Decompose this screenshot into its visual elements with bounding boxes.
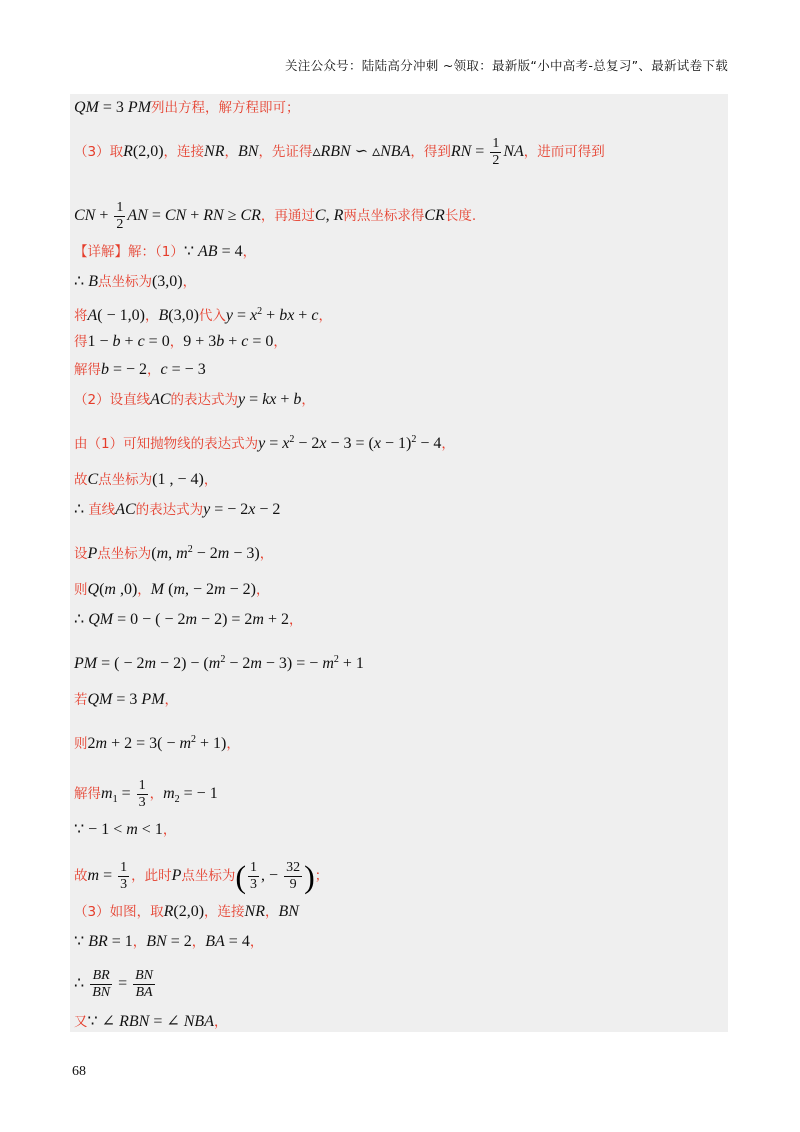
solution-line: 故m = $\frac{1}{3}$ ，此时P点坐标为( $\frac{1}{3}$ , − $\frac{32}{9}$ )； <box>74 858 329 895</box>
solution-line: 【详解】解：（1）∵ AB = 4， <box>74 243 257 260</box>
solution-line: CN + $\frac{1}{2}$ AN = CN + RN ≥ CR，再通过C, R两点坐标求得CR长度. <box>74 200 477 232</box>
solution-line: 将A( − 1,0)，B(3,0)代入$y = x^2$ + bx + c， <box>74 306 332 324</box>
solution-line: ∴ B点坐标为(3,0)， <box>74 273 197 290</box>
solution-line: 则Q(m ,0)，M (m, − 2m − 2)， <box>74 581 270 598</box>
solution-line: ∵ − 1 < m < 1， <box>74 821 177 838</box>
solution-line: PM = ( − $2m - 2) - (m^2 - 2m - 3)$ = − $m^2 + 1$ <box>74 654 364 672</box>
page-number: 68 <box>72 1064 86 1079</box>
solution-line: ∴ $\frac{BR}{BN}$ = $\frac{BN}{BA}$ <box>74 968 153 1000</box>
solution-line: ∴ QM = 0 − ( − 2m − 2) = 2m + 2， <box>74 611 303 628</box>
solution-line: 故C点坐标为(1 , − 4)， <box>74 471 218 488</box>
page-header: 关注公众号：陆陆高分冲刺 ~领取：最新版“小中高考-总复习”、最新试卷下载 <box>284 58 728 73</box>
solution-line: （3）取R(2,0)，连接NR，BN，先证得▵RBN ∽ ▵NBA，得到RN = $\frac{1}{2}$ NA，进而可得到 <box>74 136 605 168</box>
solution-line: ∴ 直线AC的表达式为y = − 2x − 2 <box>74 501 281 518</box>
solution-line: 得1 − b + c = 0，9 + 3b + c = 0， <box>74 333 287 350</box>
solution-line: 由（1）可知抛物线的表达式为$y = x^2 - 2x - 3 = (x - 1)^2 - 4$， <box>74 434 455 452</box>
solution-content <box>70 94 728 1032</box>
solution-line: ∵ BR = 1，BN = 2，BA = 4， <box>74 933 264 950</box>
solution-line: （2）设直线AC的表达式为y = kx + b， <box>74 391 315 408</box>
solution-line: （3）如图，取R(2,0)，连接NR，BN <box>74 903 299 920</box>
solution-line: 解得$m_1$ = $\frac{1}{3}$ ，$m_2$ = − 1 <box>74 778 218 810</box>
solution-line: 若QM = 3 PM， <box>74 691 179 708</box>
solution-line: 则$2m + 2 = 3( - m^2 + 1)$， <box>74 734 240 752</box>
solution-line: 设P点坐标为(m, $m^2 - 2m - 3$)， <box>74 544 274 562</box>
solution-line: 又∵ ∠ RBN = ∠ NBA， <box>74 1013 228 1030</box>
solution-line: QM = 3 PM列出方程，解方程即可； <box>74 99 300 116</box>
solution-line: 解得b = − 2，c = − 3 <box>74 361 206 378</box>
